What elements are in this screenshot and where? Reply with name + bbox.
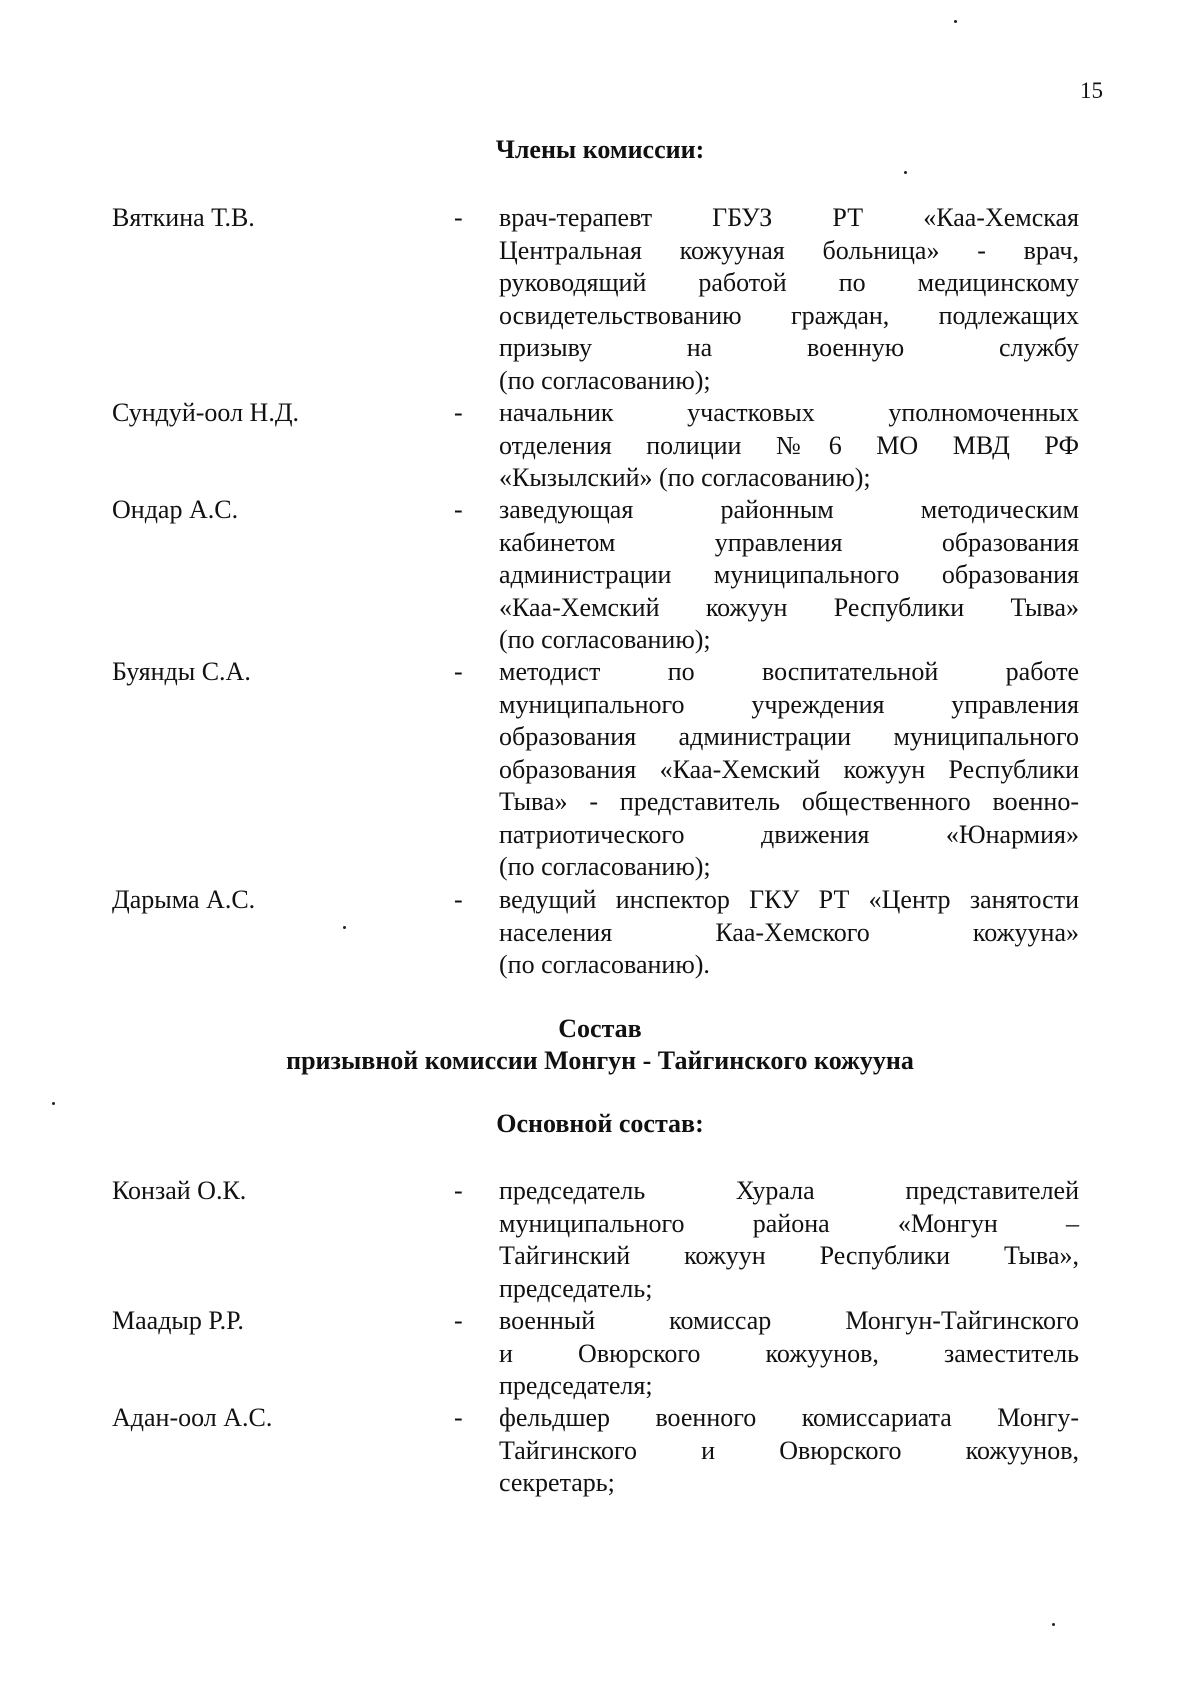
description-line: (по согласованию);	[499, 365, 711, 395]
members-heading: Члены комиссии:	[495, 135, 705, 164]
description-line: Центральная кожууная больница» - врач,	[499, 235, 1079, 265]
member-name: Буянды С.А.	[112, 657, 251, 686]
member-dash: -	[454, 1306, 463, 1335]
description-line: кабинетом управления образования	[499, 527, 1079, 557]
description-line: Тайгинского и Овюрского кожуунов,	[499, 1435, 1079, 1465]
description-line: патриотического движения «Юнармия»	[499, 819, 1079, 849]
member-dash: -	[454, 657, 463, 686]
description-line: населения Каа-Хемского кожууна»	[499, 917, 1079, 947]
member-description	[499, 656, 1079, 884]
composition-title	[0, 1013, 1200, 1077]
member-description	[499, 1305, 1079, 1403]
description-line: Тыва» - представитель общественного военно-	[499, 787, 1079, 816]
main-composition-heading: Основной состав:	[496, 1109, 704, 1138]
member-description	[499, 202, 1079, 397]
scan-speck	[1052, 1623, 1055, 1626]
member-dash: -	[454, 203, 463, 232]
description-line: председатель;	[499, 1273, 653, 1303]
description-line: освидетельствованию граждан, подлежащих	[499, 300, 1079, 330]
description-line: Тайгинский кожуун Республики Тыва»,	[499, 1241, 1079, 1270]
description-line: врач-терапевт ГБУЗ РТ «Каа-Хемская	[499, 203, 1079, 232]
member-description	[499, 494, 1079, 657]
description-line: заведующая районным методическим	[499, 495, 1079, 524]
description-line: методист по воспитательной работе	[499, 657, 1079, 686]
member-description	[499, 397, 1079, 495]
member-dash: -	[454, 885, 463, 914]
member-name: Адан-оол А.С.	[112, 1403, 273, 1432]
page-number: 15	[1080, 78, 1103, 103]
description-line: фельдшер военного комиссариата Монгу-	[499, 1403, 1079, 1432]
scan-speck	[904, 171, 907, 174]
scan-speck	[52, 1102, 55, 1105]
description-line: «Каа-Хемский кожуун Республики Тыва»	[499, 592, 1079, 622]
description-line: и Овюрского кожуунов, заместитель	[499, 1338, 1079, 1368]
member-dash: -	[454, 398, 463, 427]
member-name: Конзай О.К.	[112, 1176, 247, 1205]
description-line: (по согласованию);	[499, 852, 711, 881]
scan-speck	[954, 20, 957, 23]
description-line: муниципального учреждения управления	[499, 689, 1079, 719]
member-description	[499, 1402, 1079, 1500]
composition-title-line1: Состав	[558, 1014, 642, 1043]
description-line: военный комиссар Монгун-Тайгинского	[499, 1306, 1079, 1335]
description-line: муниципального района «Монгун –	[499, 1208, 1079, 1238]
description-line: (по согласованию);	[499, 625, 711, 654]
member-dash: -	[454, 1403, 463, 1432]
member-description	[499, 884, 1079, 982]
member-name: Ондар А.С.	[112, 495, 239, 524]
member-dash: -	[454, 495, 463, 524]
description-line: начальник участковых уполномоченных	[499, 398, 1079, 427]
member-name: Дарыма А.С.	[112, 885, 256, 914]
description-line: образования «Каа-Хемский кожуун Республики	[499, 754, 1079, 784]
description-line: председателя;	[499, 1371, 653, 1400]
description-line: «Кызылский» (по согласованию);	[499, 463, 871, 492]
description-line: образования администрации муниципального	[499, 722, 1079, 751]
member-name: Вяткина Т.В.	[112, 203, 255, 232]
description-line: секретарь;	[499, 1468, 615, 1497]
description-line: председатель Хурала представителей	[499, 1176, 1079, 1205]
composition-title-line2: призывной комиссии Монгун - Тайгинского кожууна	[286, 1046, 914, 1075]
description-line: отделения полиции №6 МО МВД РФ	[499, 430, 1079, 460]
scan-speck	[343, 926, 346, 929]
member-name: Сундуй-оол Н.Д.	[112, 398, 300, 427]
member-name: Маадыр Р.Р.	[112, 1306, 244, 1335]
member-dash: -	[454, 1176, 463, 1205]
description-line: руководящий работой по медицинскому	[499, 268, 1079, 297]
description-line: призыву на военную службу	[499, 333, 1079, 362]
description-line: ведущий инспектор ГКУ РТ «Центр занятости	[499, 885, 1079, 914]
description-line: администрации муниципального образования	[499, 560, 1079, 589]
member-description	[499, 1175, 1079, 1305]
description-line: (по согласованию).	[499, 950, 710, 979]
